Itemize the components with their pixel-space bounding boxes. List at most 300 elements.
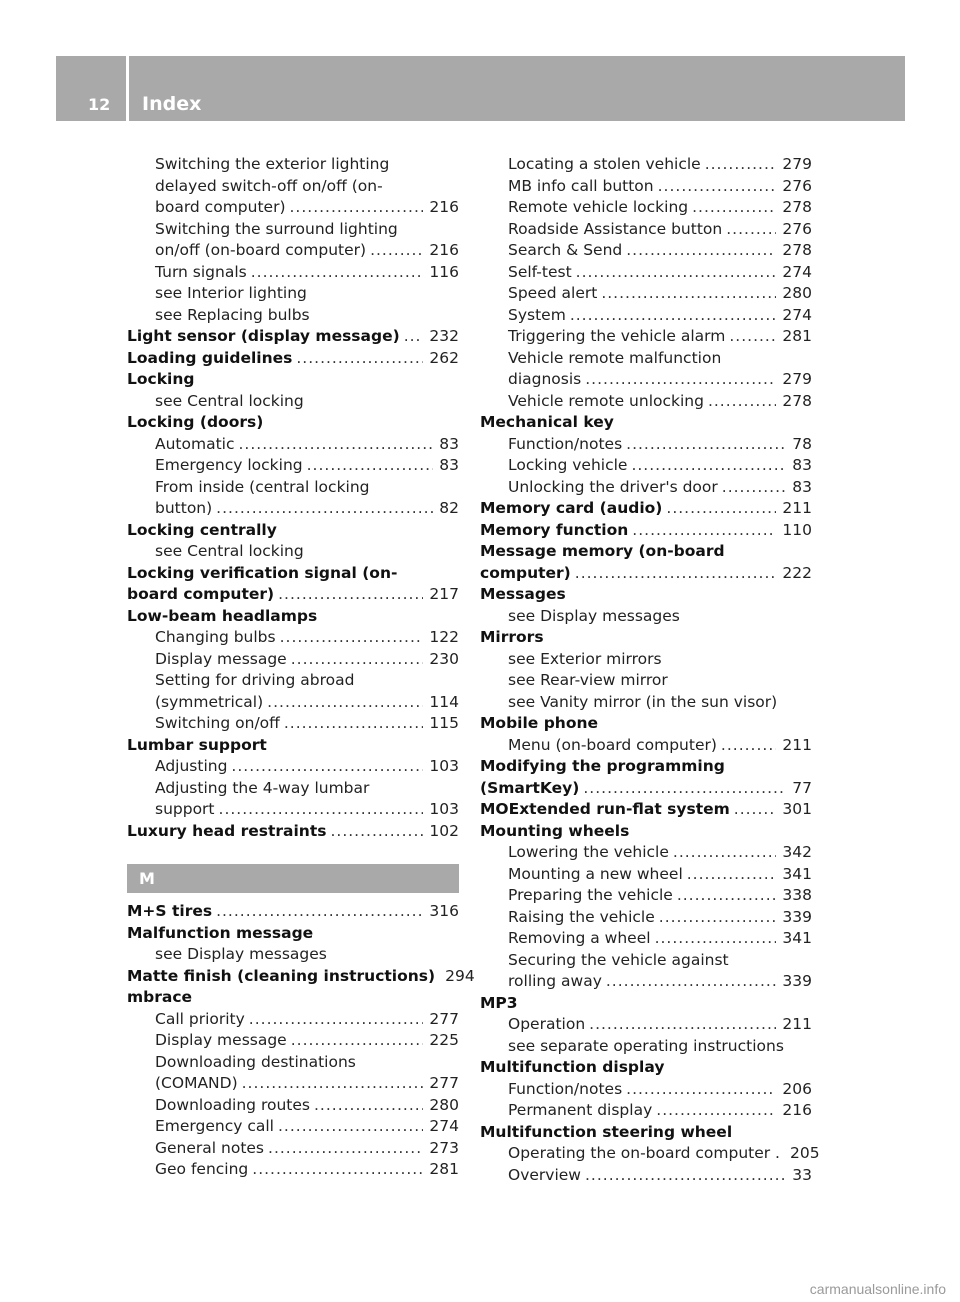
index-list-l-entries xyxy=(127,154,459,842)
index-entry-text: Mounting wheels xyxy=(480,821,630,840)
index-entry-page: 211 xyxy=(782,1015,812,1033)
index-entry xyxy=(127,305,459,327)
index-entry xyxy=(127,455,459,477)
index-entry xyxy=(127,670,459,692)
dot-leader xyxy=(267,692,423,714)
index-entry-text: Multifunction display xyxy=(480,1058,665,1076)
index-entry-page: 338 xyxy=(782,886,812,904)
index-entry xyxy=(480,305,812,327)
dot-leader xyxy=(729,326,776,348)
index-entry xyxy=(480,1014,812,1036)
index-entry-page: 211 xyxy=(782,735,812,754)
index-entry-text: Display message xyxy=(155,1031,287,1049)
dot-leader xyxy=(219,799,424,821)
index-entry-text: Overview xyxy=(508,1165,581,1184)
index-entry-text: diagnosis xyxy=(508,370,582,388)
index-entry-text: see Central locking xyxy=(155,542,304,560)
index-entry xyxy=(480,391,812,413)
index-entry-text: Malfunction message xyxy=(127,923,314,942)
index-entry xyxy=(480,670,812,692)
index-entry-page: 276 xyxy=(782,176,812,195)
index-entry-text: Emergency call xyxy=(155,1117,274,1135)
index-entry-page: 276 xyxy=(782,219,812,238)
index-entry-page: 216 xyxy=(782,1101,812,1119)
dot-leader xyxy=(692,197,776,219)
index-entry-text: Mechanical key xyxy=(480,413,614,431)
index-entry xyxy=(480,627,812,649)
index-entry-text: Adjusting xyxy=(155,757,228,775)
dot-leader xyxy=(626,434,786,456)
index-entry-text: Vehicle remote malfunction xyxy=(508,348,722,367)
index-entry-text: Removing a wheel xyxy=(508,929,651,947)
index-entry-text: Switching the surround lighting xyxy=(155,219,398,238)
index-entry-page: 339 xyxy=(782,907,812,926)
dot-leader xyxy=(687,864,777,886)
index-entry-page: 262 xyxy=(429,348,459,367)
index-entry xyxy=(127,434,459,456)
index-entry xyxy=(127,369,459,391)
dot-leader xyxy=(239,434,434,456)
index-entry xyxy=(480,1079,812,1101)
index-entry xyxy=(480,1143,820,1165)
dot-leader xyxy=(626,240,776,262)
dot-leader xyxy=(291,1030,424,1052)
index-entry xyxy=(127,584,459,606)
index-entry xyxy=(480,455,812,477)
dot-leader xyxy=(666,498,776,520)
dot-leader xyxy=(291,649,424,671)
index-entry-text: delayed switch-off on/off (on- xyxy=(155,176,383,195)
index-entry-page: 225 xyxy=(429,1031,459,1049)
index-entry-text: see Rear-view mirror xyxy=(508,671,668,689)
dot-leader xyxy=(575,563,777,585)
index-entry-text: Unlocking the driver's door xyxy=(508,477,718,496)
index-entry-page: 83 xyxy=(792,456,812,474)
dot-leader xyxy=(252,1159,423,1181)
index-entry-text: Adjusting the 4-way lumbar xyxy=(155,778,370,797)
index-entry-text: Remote vehicle locking xyxy=(508,198,689,216)
dot-leader xyxy=(673,842,777,864)
index-entry-text: Geo fencing xyxy=(155,1160,249,1178)
index-entry-text: MP3 xyxy=(480,993,518,1012)
dot-leader xyxy=(677,885,777,907)
dot-leader xyxy=(290,197,424,219)
index-entry-page: 342 xyxy=(782,843,812,861)
index-entry-text: see Interior lighting xyxy=(155,284,307,302)
index-entry-text: Loading guidelines xyxy=(127,348,293,367)
index-entry xyxy=(480,283,812,305)
index-entry xyxy=(480,1057,812,1079)
index-list-m-continued xyxy=(480,154,820,1186)
index-entry xyxy=(480,842,812,864)
index-entry xyxy=(480,348,812,370)
index-entry-text: board computer) xyxy=(127,585,275,603)
dot-leader xyxy=(296,348,423,370)
dot-leader xyxy=(268,1138,423,1160)
dot-leader xyxy=(251,262,424,284)
index-entry xyxy=(127,944,459,966)
index-entry-text: Switching the exterior lighting xyxy=(155,155,390,173)
dot-leader xyxy=(631,455,786,477)
letter-heading-m: M xyxy=(127,864,459,893)
index-entry-text: Switching on/off xyxy=(155,714,280,732)
index-entry-text: button) xyxy=(155,499,213,517)
index-entry-page: 205 xyxy=(789,1144,820,1162)
index-entry-text: Operation xyxy=(508,1015,586,1033)
index-entry xyxy=(127,627,459,649)
dot-leader xyxy=(216,901,423,923)
index-entry-text: Locking vehicle xyxy=(508,456,628,474)
dot-leader xyxy=(307,455,434,477)
dot-leader xyxy=(589,1014,776,1036)
dot-leader xyxy=(585,1165,786,1187)
index-entry xyxy=(127,713,459,735)
index-entry-page: 216 xyxy=(429,198,459,216)
index-entry xyxy=(480,692,812,714)
index-entry xyxy=(127,262,459,284)
index-entry-text: Emergency locking xyxy=(155,456,303,474)
index-entry xyxy=(480,434,812,456)
index-entry-text: MB info call button xyxy=(508,176,654,195)
index-entry-page: 278 xyxy=(782,241,812,259)
index-entry xyxy=(480,907,812,929)
index-entry xyxy=(127,197,459,219)
index-entry-text: Turn signals xyxy=(155,262,247,281)
index-entry-text: on/off (on-board computer) xyxy=(155,241,367,259)
index-entry xyxy=(127,692,459,714)
dot-leader xyxy=(583,778,786,800)
index-entry xyxy=(127,541,459,563)
index-entry xyxy=(480,756,812,778)
dot-leader xyxy=(601,283,776,305)
index-entry-text: Locking centrally xyxy=(127,520,277,539)
index-entry xyxy=(127,1116,459,1138)
index-entry-page: 316 xyxy=(429,902,459,920)
index-entry-text: M+S tires xyxy=(127,902,213,920)
spacer xyxy=(127,842,459,864)
index-entry-page: 110 xyxy=(782,520,812,539)
index-entry-text: Modifying the programming xyxy=(480,757,725,775)
page-number: 12 xyxy=(88,95,111,114)
index-entry-page: 83 xyxy=(439,434,459,453)
index-entry xyxy=(480,1165,812,1187)
index-entry-text: Setting for driving abroad xyxy=(155,671,355,689)
index-entry xyxy=(480,219,812,241)
index-entry xyxy=(127,821,459,843)
index-entry xyxy=(127,283,459,305)
index-entry xyxy=(127,240,459,262)
index-entry xyxy=(480,971,812,993)
index-entry-page: 294 xyxy=(445,966,475,985)
index-entry-page: 114 xyxy=(429,692,459,711)
index-entry xyxy=(127,778,459,800)
index-entry-text: Mobile phone xyxy=(480,714,599,732)
index-entry xyxy=(480,606,812,628)
index-entry-text: Memory function xyxy=(480,520,629,539)
index-entry xyxy=(480,176,812,198)
index-entry xyxy=(480,778,812,800)
index-entry-text: rolling away xyxy=(508,972,602,990)
index-entry-text: Multifunction steering wheel xyxy=(480,1122,733,1141)
index-entry-page: 232 xyxy=(429,327,459,345)
index-entry xyxy=(480,477,812,499)
index-entry xyxy=(127,1009,459,1031)
index-entry xyxy=(127,1030,459,1052)
index-entry-text: Menu (on-board computer) xyxy=(508,735,717,754)
dot-leader xyxy=(278,584,423,606)
index-entry-page: 82 xyxy=(439,499,459,517)
index-entry-text: Mirrors xyxy=(480,628,544,646)
index-entry xyxy=(127,735,459,757)
index-entry xyxy=(480,1100,812,1122)
index-entry-page: 83 xyxy=(792,477,812,496)
index-entry xyxy=(127,563,459,585)
index-entry xyxy=(480,240,812,262)
dot-leader xyxy=(656,1100,776,1122)
index-entry-page: 273 xyxy=(429,1138,459,1157)
index-entry-text: Mounting a new wheel xyxy=(508,864,683,883)
index-entry xyxy=(480,520,812,542)
section-title: Index xyxy=(142,93,202,115)
dot-leader xyxy=(655,928,777,950)
index-entry xyxy=(480,1036,812,1058)
index-entry-text: see Vanity mirror (in the sun visor) xyxy=(508,692,778,711)
index-entry xyxy=(480,864,812,886)
dot-leader xyxy=(216,498,433,520)
index-entry xyxy=(480,713,812,735)
index-entry-text: support xyxy=(155,800,215,818)
index-list-m-entries xyxy=(127,901,475,1181)
index-entry-page: 279 xyxy=(782,370,812,388)
index-entry-page: 274 xyxy=(782,262,812,281)
watermark: carmanualsonline.info xyxy=(809,1281,946,1297)
dot-leader xyxy=(632,520,776,542)
index-entry-text: General notes xyxy=(155,1138,265,1157)
index-entry xyxy=(127,606,459,628)
dot-leader xyxy=(606,971,777,993)
index-entry-page: 274 xyxy=(429,1117,459,1135)
index-entry xyxy=(480,498,812,520)
index-entry-page: 206 xyxy=(782,1079,812,1098)
index-entry xyxy=(127,1073,459,1095)
index-entry xyxy=(127,176,459,198)
dot-leader xyxy=(231,756,423,778)
index-entry-page: 274 xyxy=(782,305,812,324)
index-entry-text: see Display messages xyxy=(508,606,680,625)
index-entry-text: Messages xyxy=(480,585,566,603)
index-entry xyxy=(127,649,459,671)
index-entry-page: 278 xyxy=(782,391,812,410)
index-entry-text: Locating a stolen vehicle xyxy=(508,155,701,173)
index-entry-text: Locking verification signal (on- xyxy=(127,563,398,582)
index-entry-text: Raising the vehicle xyxy=(508,907,655,926)
dot-leader xyxy=(585,369,776,391)
index-entry-text: Preparing the vehicle xyxy=(508,886,673,904)
index-entry xyxy=(480,1122,812,1144)
dot-leader xyxy=(626,1079,776,1101)
index-entry xyxy=(480,584,812,606)
index-entry-text: (symmetrical) xyxy=(155,692,264,711)
index-entry-text: Matte finish (cleaning instructions) xyxy=(127,966,436,985)
index-entry xyxy=(480,735,812,757)
index-entry xyxy=(480,326,812,348)
index-entry xyxy=(480,821,812,843)
dot-leader xyxy=(314,1095,423,1117)
index-entry-text: see Exterior mirrors xyxy=(508,649,662,668)
index-entry-text: Display message xyxy=(155,649,287,668)
dot-leader xyxy=(721,735,776,757)
index-entry-text: Low-beam headlamps xyxy=(127,606,318,625)
dot-leader xyxy=(278,1116,423,1138)
dot-leader xyxy=(708,391,776,413)
index-entry xyxy=(127,498,459,520)
index-entry xyxy=(127,1138,459,1160)
index-entry-page: 103 xyxy=(429,800,459,818)
index-entry-text: MOExtended run-flat system xyxy=(480,800,730,818)
index-entry-page: 222 xyxy=(782,563,812,582)
index-entry-text: Lowering the vehicle xyxy=(508,843,669,861)
index-entry xyxy=(480,649,812,671)
index-entry-page: 77 xyxy=(792,778,812,797)
index-entry xyxy=(480,993,812,1015)
index-entry-text: Locking xyxy=(127,370,195,388)
index-entry xyxy=(127,154,459,176)
index-entry-text: Function/notes xyxy=(508,1079,623,1098)
index-entry-page: 217 xyxy=(429,585,459,603)
index-entry xyxy=(480,369,812,391)
index-entry xyxy=(127,326,459,348)
index-entry xyxy=(127,1052,459,1074)
index-entry-page: 211 xyxy=(782,499,812,517)
index-column-right xyxy=(480,154,820,1186)
index-entry xyxy=(480,799,812,821)
index-entry-text: Securing the vehicle against xyxy=(508,950,729,969)
index-entry-text: Memory card (audio) xyxy=(480,499,663,517)
index-entry xyxy=(127,756,459,778)
index-entry xyxy=(480,541,812,563)
index-entry-text: From inside (central locking xyxy=(155,477,370,496)
index-entry xyxy=(127,1159,459,1181)
index-entry-page: 277 xyxy=(429,1009,459,1028)
index-entry xyxy=(127,966,475,988)
index-entry-text: see Central locking xyxy=(155,391,304,410)
dot-leader xyxy=(659,907,777,929)
index-entry-text: mbrace xyxy=(127,988,193,1006)
index-entry-page: 301 xyxy=(782,800,812,818)
index-entry xyxy=(127,520,459,542)
dot-leader xyxy=(249,1009,424,1031)
index-entry xyxy=(127,1095,459,1117)
index-entry-page: 115 xyxy=(429,714,459,732)
index-entry xyxy=(480,563,812,585)
index-entry-page: 278 xyxy=(782,198,812,216)
index-entry-page: 281 xyxy=(429,1160,459,1178)
dot-leader xyxy=(734,799,777,821)
index-entry-text: computer) xyxy=(480,563,571,582)
index-entry-text: Triggering the vehicle alarm xyxy=(508,327,726,345)
dot-leader xyxy=(722,477,787,499)
index-entry-page: 33 xyxy=(792,1165,812,1184)
index-entry-text: Locking (doors) xyxy=(127,413,264,431)
index-entry xyxy=(127,412,459,434)
dot-leader xyxy=(570,305,777,327)
index-entry xyxy=(480,950,812,972)
index-entry-text: (SmartKey) xyxy=(480,778,580,797)
index-entry-text: Permanent display xyxy=(508,1101,653,1119)
dot-leader xyxy=(284,713,424,735)
index-entry-text: Call priority xyxy=(155,1009,245,1028)
index-entry-page: 281 xyxy=(782,327,812,345)
index-entry-page: 83 xyxy=(439,456,459,474)
index-entry-text: (COMAND) xyxy=(155,1074,238,1092)
index-entry-page: 102 xyxy=(429,821,459,840)
index-entry xyxy=(480,412,812,434)
index-entry xyxy=(480,885,812,907)
dot-leader xyxy=(242,1073,424,1095)
index-entry xyxy=(127,987,459,1009)
dot-leader xyxy=(658,176,777,198)
index-entry xyxy=(127,348,459,370)
index-entry-text: Vehicle remote unlocking xyxy=(508,391,704,410)
index-entry-page: 341 xyxy=(782,929,812,947)
index-entry xyxy=(127,219,459,241)
index-entry xyxy=(127,391,459,413)
index-entry-text: Roadside Assistance button xyxy=(508,219,723,238)
index-entry-page: 116 xyxy=(429,262,459,281)
index-entry-text: Light sensor (display message) xyxy=(127,327,400,345)
index-entry-page: 339 xyxy=(782,972,812,990)
index-entry-page: 279 xyxy=(782,155,812,173)
index-entry xyxy=(127,477,459,499)
index-column-left xyxy=(127,154,475,1181)
dot-leader xyxy=(280,627,424,649)
dot-leader xyxy=(330,821,423,843)
index-entry-text: Luxury head restraints xyxy=(127,821,327,840)
index-entry-text: Downloading destinations xyxy=(155,1052,356,1071)
index-entry xyxy=(127,799,459,821)
index-entry-page: 103 xyxy=(429,757,459,775)
index-entry-text: Automatic xyxy=(155,434,235,453)
index-entry-text: see Display messages xyxy=(155,945,327,963)
index-entry-page: 341 xyxy=(782,864,812,883)
dot-leader xyxy=(404,326,424,348)
index-entry xyxy=(127,923,459,945)
dot-leader xyxy=(726,219,776,241)
index-entry-text: Changing bulbs xyxy=(155,628,276,646)
index-entry xyxy=(480,928,812,950)
index-entry-page: 230 xyxy=(429,649,459,668)
index-entry-text: Function/notes xyxy=(508,434,623,453)
index-entry-text: Speed alert xyxy=(508,284,598,302)
header-divider xyxy=(126,56,129,121)
index-entry xyxy=(480,154,812,176)
index-entry-text: see Replacing bulbs xyxy=(155,305,310,324)
index-entry-page: 280 xyxy=(782,284,812,302)
index-entry-page: 280 xyxy=(429,1095,459,1114)
index-entry-text: System xyxy=(508,305,566,324)
index-entry-page: 78 xyxy=(792,434,812,453)
index-entry-page: 122 xyxy=(429,628,459,646)
index-entry xyxy=(480,197,812,219)
dot-leader xyxy=(576,262,777,284)
index-entry-text: Lumbar support xyxy=(127,735,267,754)
index-entry-text: Downloading routes xyxy=(155,1095,310,1114)
index-entry-text: Operating the on-board computer . xyxy=(508,1144,780,1162)
index-entry-page: 277 xyxy=(429,1074,459,1092)
index-entry-text: see separate operating instructions xyxy=(508,1036,784,1055)
index-entry-text: Self-test xyxy=(508,262,572,281)
index-entry-text: Search & Send xyxy=(508,241,623,259)
